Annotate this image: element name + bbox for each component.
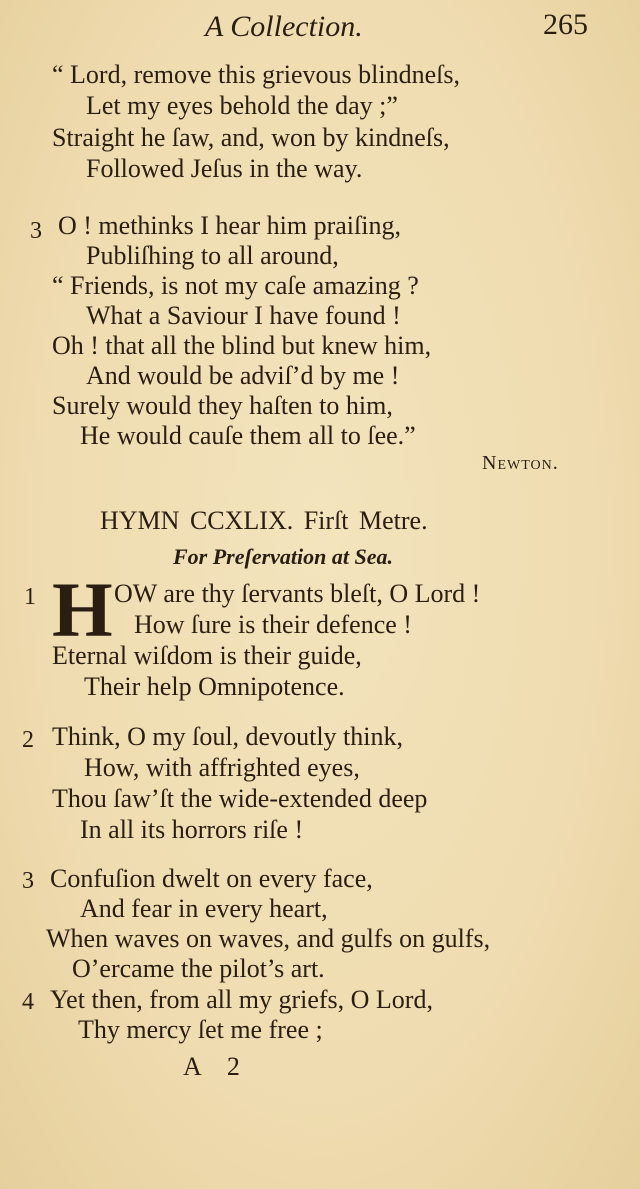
stanza-number: 3 [22,868,34,894]
signature-mark: A 2 [183,1052,250,1081]
verse-line: And would be adviſ’d by me ! [86,361,400,390]
verse-line: Thou ſaw’ſt the wide-extended deep [52,784,428,813]
stanza-number: 1 [24,584,36,610]
verse-line: Let my eyes behold the day ;” [86,91,398,120]
verse-line: Yet then, from all my griefs, O Lord, [50,985,433,1014]
drop-cap: H [52,566,113,653]
verse-line: Followed Jeſus in the way. [86,154,363,183]
verse-line: And fear in every heart, [80,894,328,923]
verse-line: O ! methinks I hear him praiſing, [58,211,401,240]
verse-line: Oh ! that all the blind but knew him, [52,331,432,360]
verse-line: Confuſion dwelt on every face, [50,864,373,893]
author-attribution: Newton. [482,452,559,474]
verse-line: Think, O my ſoul, devoutly think, [52,722,403,751]
hymn-subtitle: For Preſervation at Sea. [173,544,393,569]
stanza-number: 3 [30,218,42,244]
verse-line: Publiſhing to all around, [86,241,339,270]
verse-line: How ſure is their defence ! [134,610,412,639]
page-header [0,0,640,56]
verse-line: What a Saviour I have found ! [86,301,401,330]
verse-line: He would cauſe them all to ſee.” [80,421,416,450]
stanza-number: 2 [22,727,34,753]
stanza-number: 4 [22,989,34,1015]
verse-line: “ Lord, remove this grievous blindneſs, [52,60,460,89]
verse-line: Surely would they haſten to him, [52,391,393,420]
verse-line: When waves on waves, and gulfs on gulfs, [46,924,491,953]
verse-line: Their help Omnipotence. [84,672,345,701]
verse-line: OW are thy ſervants bleſt, O Lord ! [114,579,481,608]
verse-line: Eternal wiſdom is their guide, [52,641,362,670]
verse-line: In all its horrors riſe ! [80,815,304,844]
verse-line: How, with affrighted eyes, [84,753,360,782]
verse-line: Straight he ſaw, and, won by kindneſs, [52,123,450,152]
hymn-title: HYMN CCXLIX. Firſt Metre. [100,506,428,535]
verse-line: O’ercame the pilot’s art. [72,954,325,983]
running-head: A Collection. [205,10,363,43]
page-number: 265 [543,8,588,41]
verse-line: Thy mercy ſet me free ; [78,1015,323,1044]
verse-line: “ Friends, is not my caſe amazing ? [52,271,419,300]
